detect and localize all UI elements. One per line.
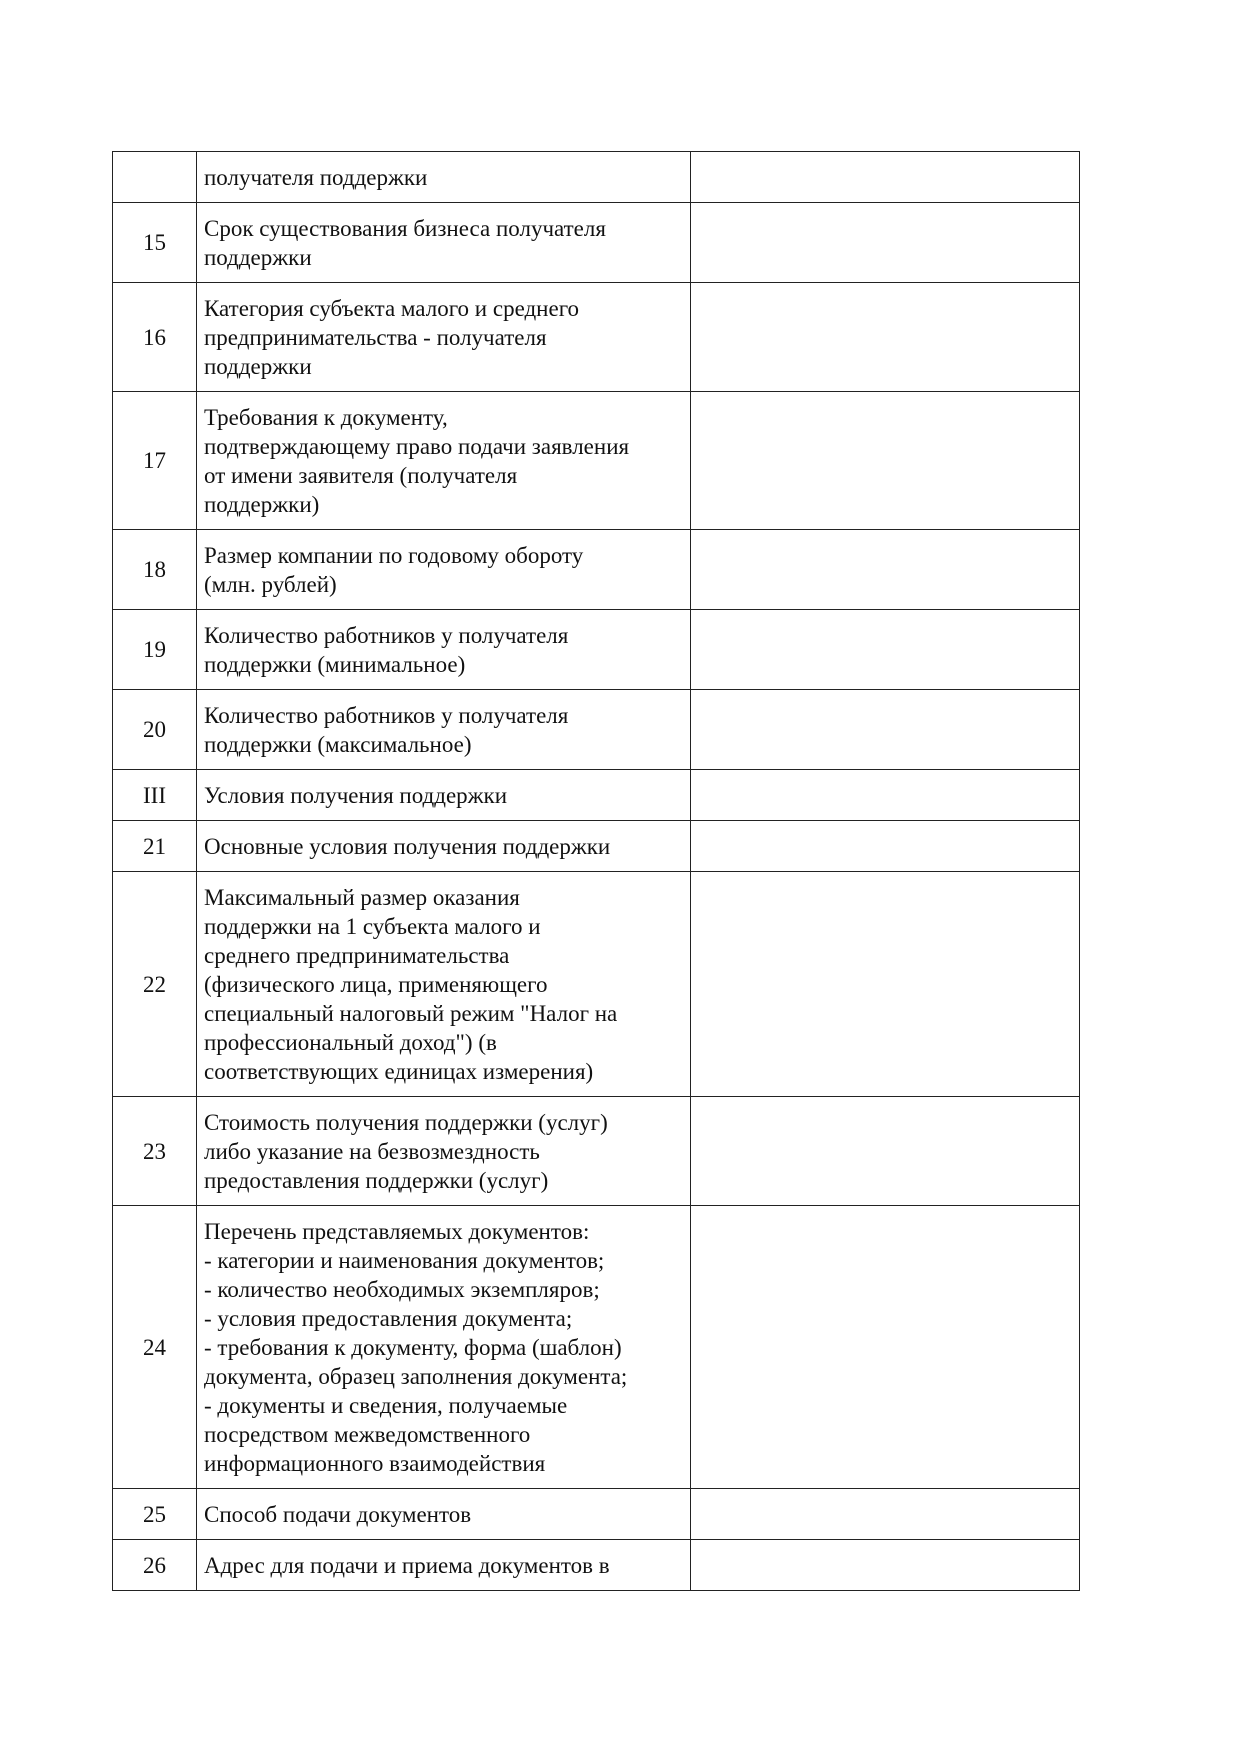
table-row xyxy=(113,203,1080,283)
table-row xyxy=(113,530,1080,610)
row-value xyxy=(691,530,1080,610)
document-table-body xyxy=(113,152,1080,1591)
row-description: Стоимость получения поддержки (услуг) либо указание на безвозмездность предоставления поддержки (услуг) xyxy=(197,1097,691,1206)
row-description: Требования к документу, подтверждающему право подачи заявления от имени заявителя (получателя поддержки) xyxy=(197,392,691,530)
table-row xyxy=(113,392,1080,530)
row-number: 23 xyxy=(113,1097,197,1206)
table-row xyxy=(113,872,1080,1097)
row-description: Адрес для подачи и приема документов в xyxy=(197,1540,691,1591)
row-value xyxy=(691,1097,1080,1206)
row-number xyxy=(113,152,197,203)
row-value xyxy=(691,690,1080,770)
table-row xyxy=(113,690,1080,770)
row-description: Перечень представляемых документов: - категории и наименования документов; - количество необходимых экземпляров; - условия предоставления документа; - требования к документу, форма (шаблон) документа, образец заполнения документа; - документы и сведения, получаемые посредством межведомственного информационного взаимодействия xyxy=(197,1206,691,1489)
row-description: Способ подачи документов xyxy=(197,1489,691,1540)
row-number: 17 xyxy=(113,392,197,530)
table-row xyxy=(113,610,1080,690)
row-description: Категория субъекта малого и среднего предпринимательства - получателя поддержки xyxy=(197,283,691,392)
row-value xyxy=(691,1489,1080,1540)
row-value xyxy=(691,392,1080,530)
row-number: 20 xyxy=(113,690,197,770)
row-description: Срок существования бизнеса получателя поддержки xyxy=(197,203,691,283)
table-row xyxy=(113,283,1080,392)
row-number: 19 xyxy=(113,610,197,690)
row-value xyxy=(691,610,1080,690)
row-number: 24 xyxy=(113,1206,197,1489)
row-value xyxy=(691,1540,1080,1591)
table-row xyxy=(113,1489,1080,1540)
row-number: III xyxy=(113,770,197,821)
document-table xyxy=(112,151,1080,1591)
row-description: получателя поддержки xyxy=(197,152,691,203)
row-description: Количество работников у получателя поддержки (максимальное) xyxy=(197,690,691,770)
row-number: 25 xyxy=(113,1489,197,1540)
row-value xyxy=(691,203,1080,283)
row-number: 22 xyxy=(113,872,197,1097)
row-description: Размер компании по годовому обороту (млн. рублей) xyxy=(197,530,691,610)
row-value xyxy=(691,283,1080,392)
row-number: 18 xyxy=(113,530,197,610)
row-value xyxy=(691,152,1080,203)
row-description: Условия получения поддержки xyxy=(197,770,691,821)
row-description: Максимальный размер оказания поддержки на 1 субъекта малого и среднего предпринимательства (физического лица, применяющего специальный налоговый режим "Налог на профессиональный доход") (в соответствующих единицах измерения) xyxy=(197,872,691,1097)
row-value xyxy=(691,872,1080,1097)
row-number: 21 xyxy=(113,821,197,872)
row-value xyxy=(691,1206,1080,1489)
row-value xyxy=(691,770,1080,821)
table-row xyxy=(113,1097,1080,1206)
table-row xyxy=(113,1540,1080,1591)
row-number: 16 xyxy=(113,283,197,392)
table-row xyxy=(113,770,1080,821)
row-description: Количество работников у получателя поддержки (минимальное) xyxy=(197,610,691,690)
row-number: 15 xyxy=(113,203,197,283)
table-row xyxy=(113,1206,1080,1489)
row-value xyxy=(691,821,1080,872)
table-row xyxy=(113,821,1080,872)
row-description: Основные условия получения поддержки xyxy=(197,821,691,872)
row-number: 26 xyxy=(113,1540,197,1591)
table-row xyxy=(113,152,1080,203)
